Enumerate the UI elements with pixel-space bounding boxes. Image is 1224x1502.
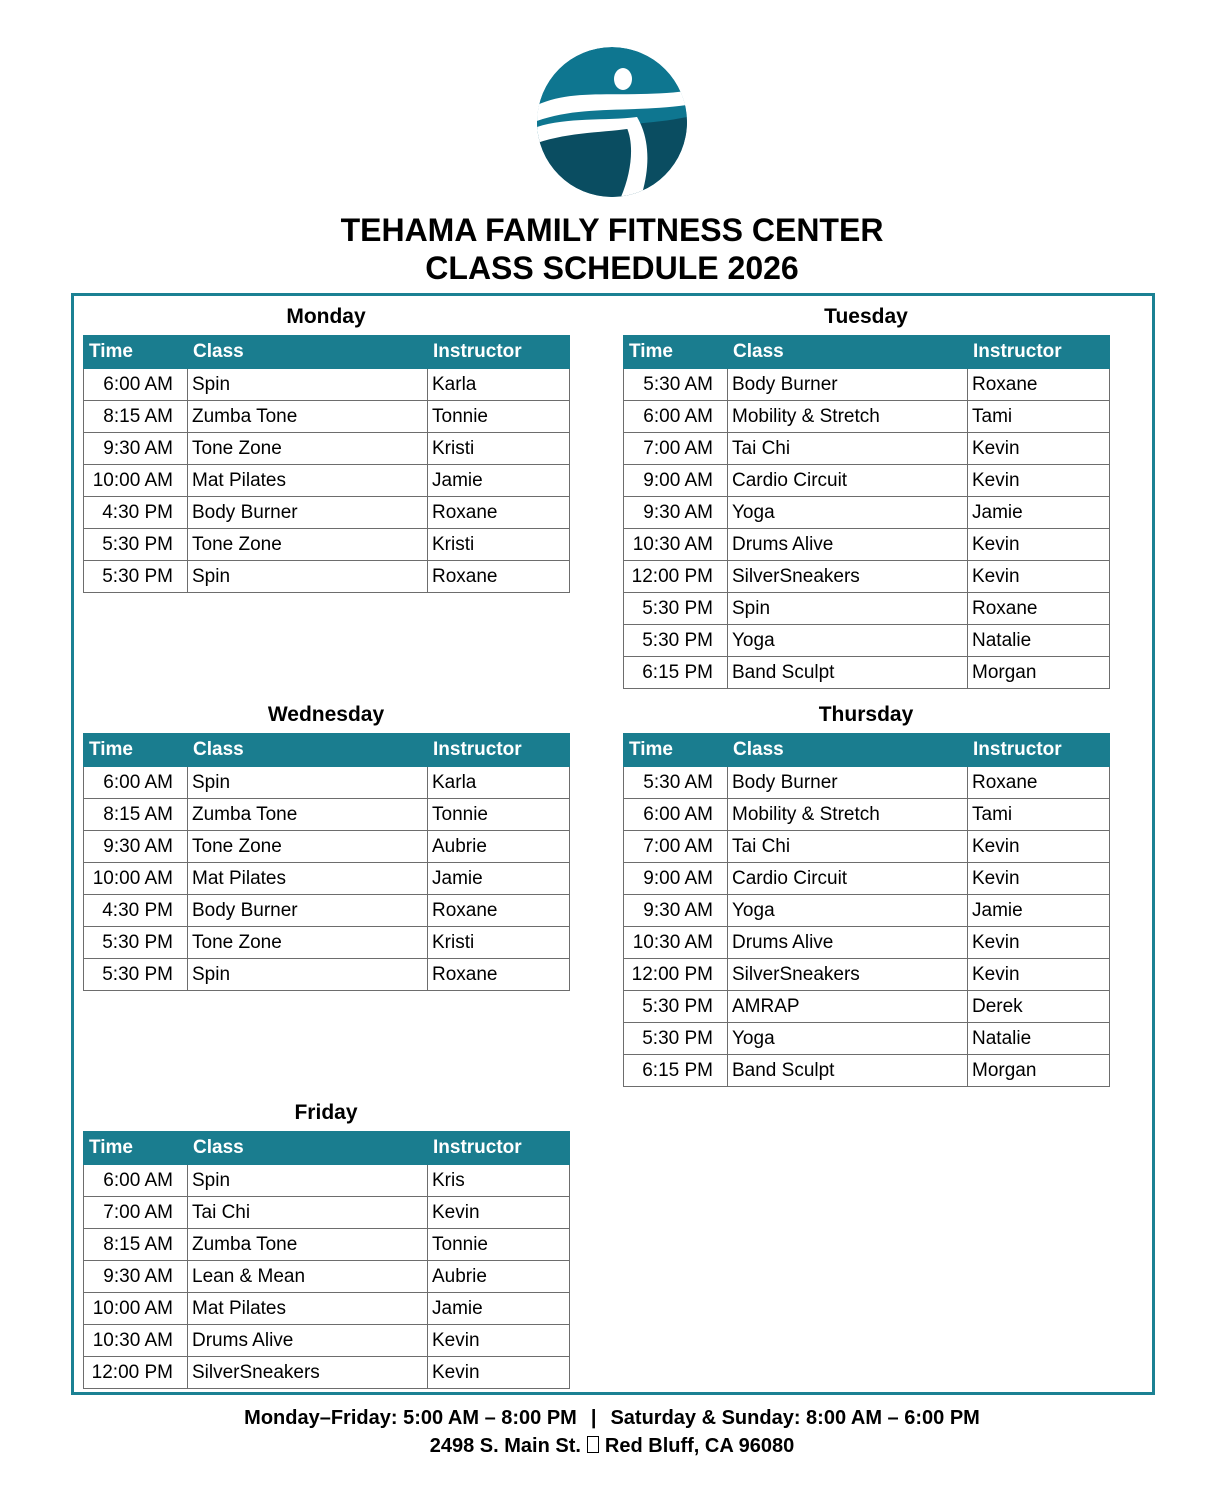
class-header: Class [188, 1132, 428, 1165]
class-cell: Tai Chi [188, 1197, 428, 1229]
day-title: Wednesday [267, 703, 385, 726]
time-cell: 9:30 AM [624, 895, 728, 927]
instructor-cell: Karla [428, 369, 570, 401]
class-header: Class [728, 734, 968, 767]
class-cell: Tone Zone [188, 433, 428, 465]
time-cell: 10:00 AM [84, 1293, 188, 1325]
class-cell: Tone Zone [188, 927, 428, 959]
time-cell: 5:30 PM [84, 959, 188, 991]
table-row [624, 625, 1110, 657]
instructor-header: Instructor [968, 734, 1110, 767]
wednesday-schedule [83, 697, 569, 991]
time-header: Time [84, 1132, 188, 1165]
table-row [84, 1325, 570, 1357]
class-cell: Mobility & Stretch [728, 799, 968, 831]
time-cell: 7:00 AM [624, 831, 728, 863]
class-cell: Spin [188, 561, 428, 593]
class-cell: Tai Chi [728, 831, 968, 863]
table-row [84, 895, 570, 927]
table-row [84, 1165, 570, 1197]
instructor-cell: Morgan [968, 1055, 1110, 1087]
instructor-cell: Roxane [968, 767, 1110, 799]
weekend-hours: Saturday & Sunday: 8:00 AM – 6:00 PM [610, 1407, 980, 1429]
table-row [84, 1293, 570, 1325]
class-cell: Drums Alive [188, 1325, 428, 1357]
time-cell: 12:00 PM [84, 1357, 188, 1389]
instructor-cell: Natalie [968, 625, 1110, 657]
time-cell: 8:15 AM [84, 799, 188, 831]
table-row [624, 561, 1110, 593]
table-row [624, 401, 1110, 433]
time-cell: 9:30 AM [624, 497, 728, 529]
time-cell: 5:30 PM [84, 927, 188, 959]
class-cell: SilverSneakers [188, 1357, 428, 1389]
class-cell: Spin [188, 767, 428, 799]
table-row [624, 863, 1110, 895]
instructor-cell: Kevin [428, 1197, 570, 1229]
schedule-table [623, 335, 1110, 689]
table-row [624, 831, 1110, 863]
table-row [84, 497, 570, 529]
instructor-cell: Kristi [428, 433, 570, 465]
class-cell: Zumba Tone [188, 1229, 428, 1261]
time-cell: 5:30 PM [624, 593, 728, 625]
table-row [624, 593, 1110, 625]
class-cell: Mat Pilates [188, 1293, 428, 1325]
missing-glyph-box [587, 1436, 599, 1453]
instructor-cell: Morgan [968, 657, 1110, 689]
time-cell: 12:00 PM [624, 959, 728, 991]
time-cell: 9:00 AM [624, 863, 728, 895]
hours-separator: | [590, 1407, 597, 1429]
class-cell: Body Burner [188, 497, 428, 529]
instructor-cell: Kevin [968, 831, 1110, 863]
instructor-header: Instructor [968, 336, 1110, 369]
table-row [624, 433, 1110, 465]
instructor-cell: Roxane [968, 593, 1110, 625]
table-row [84, 927, 570, 959]
instructor-cell: Roxane [428, 895, 570, 927]
class-cell: Mat Pilates [188, 863, 428, 895]
time-cell: 5:30 PM [624, 1023, 728, 1055]
time-cell: 5:30 AM [624, 767, 728, 799]
day-title: Friday [294, 1101, 358, 1124]
instructor-cell: Tonnie [428, 799, 570, 831]
class-cell: Tone Zone [188, 831, 428, 863]
instructor-cell: Roxane [968, 369, 1110, 401]
class-cell: Drums Alive [728, 529, 968, 561]
table-row [84, 401, 570, 433]
thursday-schedule [623, 697, 1109, 1087]
instructor-cell: Jamie [428, 465, 570, 497]
class-cell: Drums Alive [728, 927, 968, 959]
time-cell: 9:30 AM [84, 831, 188, 863]
class-cell: AMRAP [728, 991, 968, 1023]
instructor-cell: Karla [428, 767, 570, 799]
schedule-table [83, 1131, 570, 1389]
time-cell: 6:00 AM [84, 369, 188, 401]
table-row [84, 1357, 570, 1389]
class-cell: SilverSneakers [728, 561, 968, 593]
monday-schedule [83, 299, 569, 593]
time-cell: 6:00 AM [624, 799, 728, 831]
table-row [84, 959, 570, 991]
friday-schedule [83, 1095, 569, 1389]
instructor-cell: Kevin [428, 1325, 570, 1357]
address-street: 2498 S. Main St. [429, 1435, 581, 1457]
time-cell: 4:30 PM [84, 497, 188, 529]
time-cell: 5:30 PM [84, 529, 188, 561]
header-row [624, 734, 1110, 767]
class-cell: Yoga [728, 1023, 968, 1055]
tuesday-schedule [623, 299, 1109, 689]
instructor-cell: Roxane [428, 497, 570, 529]
instructor-cell: Kevin [428, 1357, 570, 1389]
instructor-cell: Derek [968, 991, 1110, 1023]
instructor-cell: Kevin [968, 561, 1110, 593]
instructor-cell: Tami [968, 799, 1110, 831]
class-cell: Mat Pilates [188, 465, 428, 497]
time-cell: 5:30 PM [84, 561, 188, 593]
table-row [84, 767, 570, 799]
time-cell: 10:00 AM [84, 465, 188, 497]
instructor-cell: Kevin [968, 529, 1110, 561]
instructor-cell: Tami [968, 401, 1110, 433]
table-row [84, 831, 570, 863]
time-cell: 10:30 AM [84, 1325, 188, 1357]
class-cell: Spin [188, 369, 428, 401]
table-row [84, 465, 570, 497]
table-row [624, 1023, 1110, 1055]
time-header: Time [84, 336, 188, 369]
class-cell: Zumba Tone [188, 401, 428, 433]
time-cell: 12:00 PM [624, 561, 728, 593]
instructor-cell: Jamie [968, 497, 1110, 529]
table-row [624, 991, 1110, 1023]
class-cell: Mobility & Stretch [728, 401, 968, 433]
table-row [624, 799, 1110, 831]
weekday-hours: Monday–Friday: 5:00 AM – 8:00 PM [244, 1407, 577, 1429]
table-row [624, 369, 1110, 401]
class-cell: Yoga [728, 497, 968, 529]
class-cell: Body Burner [728, 369, 968, 401]
table-row [624, 657, 1110, 689]
class-header: Class [188, 734, 428, 767]
time-cell: 7:00 AM [624, 433, 728, 465]
table-row [84, 1229, 570, 1261]
day-title: Monday [286, 305, 366, 328]
table-row [624, 767, 1110, 799]
instructor-cell: Kevin [968, 465, 1110, 497]
instructor-cell: Tonnie [428, 401, 570, 433]
time-cell: 5:30 AM [624, 369, 728, 401]
class-cell: Spin [188, 1165, 428, 1197]
instructor-cell: Kristi [428, 529, 570, 561]
table-row [624, 465, 1110, 497]
table-row [84, 863, 570, 895]
time-cell: 9:30 AM [84, 433, 188, 465]
class-cell: Tone Zone [188, 529, 428, 561]
instructor-cell: Kevin [968, 863, 1110, 895]
time-cell: 6:15 PM [624, 657, 728, 689]
time-cell: 10:00 AM [84, 863, 188, 895]
day-title: Thursday [818, 703, 914, 726]
time-cell: 5:30 PM [624, 625, 728, 657]
table-row [624, 959, 1110, 991]
instructor-cell: Kris [428, 1165, 570, 1197]
class-cell: Body Burner [728, 767, 968, 799]
table-row [624, 927, 1110, 959]
table-row [84, 433, 570, 465]
time-cell: 6:00 AM [624, 401, 728, 433]
instructor-header: Instructor [428, 336, 570, 369]
schedule-table [83, 733, 570, 991]
schedule-table [83, 335, 570, 593]
time-cell: 6:00 AM [84, 1165, 188, 1197]
instructor-cell: Jamie [428, 863, 570, 895]
class-cell: Band Sculpt [728, 657, 968, 689]
class-cell: Band Sculpt [728, 1055, 968, 1087]
table-row [84, 1197, 570, 1229]
table-row [84, 529, 570, 561]
address-city: Red Bluff, CA 96080 [604, 1435, 795, 1457]
table-row [84, 1261, 570, 1293]
instructor-cell: Jamie [428, 1293, 570, 1325]
class-header: Class [728, 336, 968, 369]
class-cell: Lean & Mean [188, 1261, 428, 1293]
instructor-cell: Kevin [968, 927, 1110, 959]
instructor-cell: Kristi [428, 927, 570, 959]
instructor-cell: Natalie [968, 1023, 1110, 1055]
time-cell: 4:30 PM [84, 895, 188, 927]
hours-line [0, 1404, 1224, 1432]
time-cell: 9:30 AM [84, 1261, 188, 1293]
table-row [624, 497, 1110, 529]
header-row [624, 336, 1110, 369]
time-cell: 10:30 AM [624, 927, 728, 959]
schedule-title: CLASS SCHEDULE 2026 [425, 250, 799, 286]
instructor-cell: Roxane [428, 959, 570, 991]
class-cell: Tai Chi [728, 433, 968, 465]
header-row [84, 336, 570, 369]
table-row [84, 561, 570, 593]
time-cell: 6:00 AM [84, 767, 188, 799]
instructor-cell: Tonnie [428, 1229, 570, 1261]
class-cell: Zumba Tone [188, 799, 428, 831]
header-row [84, 1132, 570, 1165]
time-cell: 8:15 AM [84, 1229, 188, 1261]
instructor-cell: Roxane [428, 561, 570, 593]
time-cell: 6:15 PM [624, 1055, 728, 1087]
table-row [84, 799, 570, 831]
class-cell: Cardio Circuit [728, 863, 968, 895]
table-row [84, 369, 570, 401]
instructor-cell: Jamie [968, 895, 1110, 927]
address-line [0, 1432, 1224, 1460]
time-cell: 7:00 AM [84, 1197, 188, 1229]
instructor-cell: Aubrie [428, 831, 570, 863]
class-header: Class [188, 336, 428, 369]
class-cell: Spin [188, 959, 428, 991]
day-title: Tuesday [824, 305, 908, 328]
class-cell: Cardio Circuit [728, 465, 968, 497]
time-header: Time [624, 336, 728, 369]
swimmer-logo-icon [537, 47, 687, 197]
time-cell: 9:00 AM [624, 465, 728, 497]
class-cell: Yoga [728, 895, 968, 927]
center-title: TEHAMA FAMILY FITNESS CENTER [340, 212, 884, 248]
class-cell: Spin [728, 593, 968, 625]
instructor-header: Instructor [428, 734, 570, 767]
time-cell: 10:30 AM [624, 529, 728, 561]
instructor-cell: Aubrie [428, 1261, 570, 1293]
class-cell: Body Burner [188, 895, 428, 927]
class-cell: SilverSneakers [728, 959, 968, 991]
class-cell: Yoga [728, 625, 968, 657]
table-row [624, 529, 1110, 561]
table-row [624, 895, 1110, 927]
time-cell: 5:30 PM [624, 991, 728, 1023]
instructor-cell: Kevin [968, 959, 1110, 991]
time-header: Time [84, 734, 188, 767]
schedule-table [623, 733, 1110, 1087]
instructor-cell: Kevin [968, 433, 1110, 465]
table-row [624, 1055, 1110, 1087]
time-header: Time [624, 734, 728, 767]
instructor-header: Instructor [428, 1132, 570, 1165]
time-cell: 8:15 AM [84, 401, 188, 433]
header-row [84, 734, 570, 767]
